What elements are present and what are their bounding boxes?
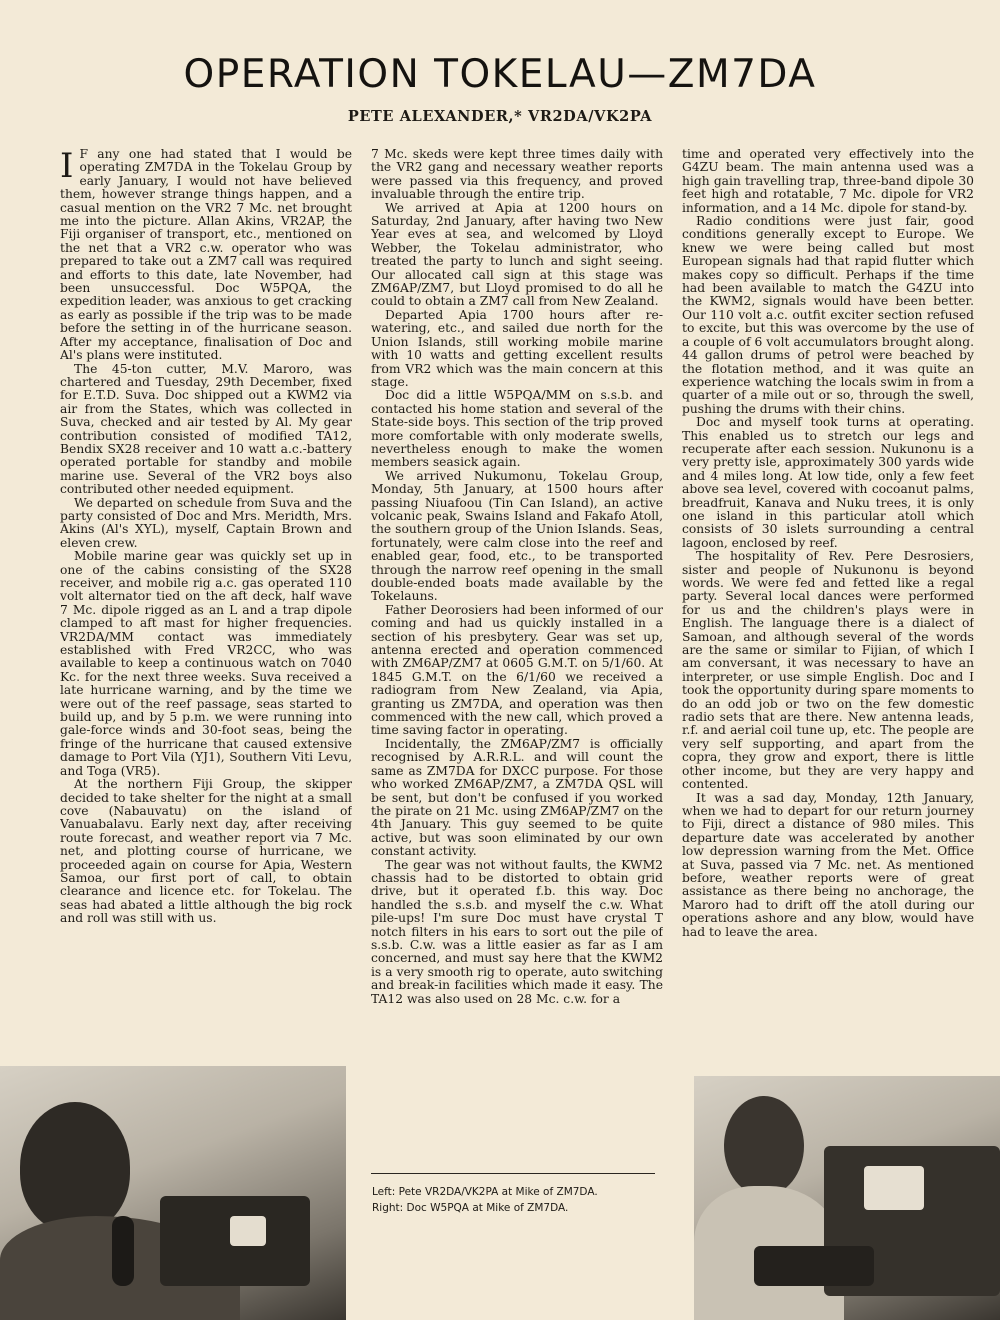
paragraph: The gear was not without faults, the KWM2 chassis had to be distorted to obtain grid drive, but it operated f.b. this way. Doc handled the s.s.b. and myself the c.w. What pile-ups! I'm sure Doc must have crystal T notch filters in his ears to sort out the pile of s.s.b. C.w. was a little easier as far as I am concerned, and must say here that the KWM2 is a very smooth rig to operate, auto switching and break-in facilities which made it easy. The TA12 was also used on 28 Mc. c.w. for a bbox=[371, 857, 663, 1006]
paragraph bbox=[60, 148, 352, 363]
operator-head-shape bbox=[20, 1102, 130, 1232]
meter-dial-shape bbox=[230, 1216, 266, 1246]
operator-head-shape bbox=[724, 1096, 804, 1196]
paragraph: At the northern Fiji Group, the skipper decided to take shelter for the night at a small cove (Nabauvatu) on the island of Vanuabalavu. Early next day, after receiving route forecast, and weather report via 7 Mc. net, and plotting course of hurricane, we proceeded again on course for Apia, Western Samoa, our first port of call, to obtain clearance and licence etc. for Tokelau. The seas had abated a little although the big rock and roll was still with us. bbox=[60, 777, 352, 926]
caption-divider bbox=[371, 1173, 655, 1174]
article-column-1 bbox=[60, 148, 352, 1058]
article-title: OPERATION TOKELAU—ZM7DA bbox=[183, 52, 817, 97]
photo-left-operator bbox=[0, 1066, 346, 1320]
paragraph: Mobile marine gear was quickly set up in one of the cabins consisting of the SX28 receiver, and mobile rig a.c. gas operated 110 volt alternator tied on the aft deck, half wave 7 Mc. dipole rigged as an L and a trap dipole clamped to aft mast for higher frequencies. VR2DA/MM contact was immediately established with Fred VR2CC, who was available to keep a continuous watch on 7040 Kc. for the next three weeks. Suva received a late hurricane warning, and by the time we were out of the reef passage, seas started to build up, and by 5 p.m. we were running into gale-force winds and 30-foot seas, being the fringe of the hurricane that caused extensive damage to Port Vila (YJ1), Southern Viti Levu, and Toga (VR5). bbox=[60, 549, 352, 778]
paragraph: 7 Mc. skeds were kept three times daily with the VR2 gang and necessary weather reports were passed via this frequency, and proved invaluable through the entire trip. bbox=[371, 148, 663, 202]
paragraph: We departed on schedule from Suva and the party consisted of Doc and Mrs. Meridth, Mrs. Akins (Al's XYL), myself, Captain Brown and eleven crew. bbox=[60, 495, 352, 550]
article-column-3 bbox=[682, 148, 974, 1058]
paragraph: time and operated very effectively into the G4ZU beam. The main antenna used was a high gain travelling trap, three-band dipole 30 feet high and rotatable, 7 Mc. dipole for VR2 information, and a 14 Mc. dipole for stand-by. bbox=[682, 148, 974, 215]
caption-right: Right: Doc W5PQA at Mike of ZM7DA. bbox=[372, 1202, 569, 1214]
drop-cap: I bbox=[60, 148, 74, 186]
paragraph: Doc and myself took turns at operating. This enabled us to stretch our legs and recuperate after each session. Nukunonu is a very pretty isle, approximately 300 yards wide and 4 miles long. At low tide, only a few feet above sea level, covered with cocoanut palms, breadfruit, Kanava and Nuku trees, it is only one island in this particular atoll which consists of 30 islets surrounding a central lagoon, enclosed by reef. bbox=[682, 415, 974, 550]
microphone-shape bbox=[112, 1216, 134, 1286]
article-column-2 bbox=[371, 148, 663, 1160]
caption-left: Left: Pete VR2DA/VK2PA at Mike of ZM7DA. bbox=[372, 1186, 598, 1198]
paragraph: We arrived at Apia at 1200 hours on Saturday, 2nd January, after having two New Year eves at sea, and welcomed by Lloyd Webber, the Tokelau administrator, who treated the party to lunch and sight seeing. Our allocated call sign at this stage was ZM6AP/ZM7, but Lloyd promised to do all he could to obtain a ZM7 call from New Zealand. bbox=[371, 200, 663, 309]
morse-key-shape bbox=[754, 1246, 874, 1286]
paragraph: Incidentally, the ZM6AP/ZM7 is officially recognised by A.R.R.L. and will count the same as ZM7DA for DXCC purpose. For those who worked ZM6AP/ZM7, a ZM7DA QSL will be sent, but don't be confused if you worked the pirate on 21 Mc. using ZM6AP/ZM7 on the 4th January. This guy seemed to be quite active, but was soon eliminated by our own constant activity. bbox=[371, 736, 663, 859]
photo-caption bbox=[372, 1184, 672, 1216]
paragraph: Departed Apia 1700 hours after re-watering, etc., and sailed due north for the Union Islands, still working mobile marine with 10 watts and getting excellent results from VR2 which was the main concern at this stage. bbox=[371, 307, 663, 389]
photo-right-operator bbox=[694, 1076, 1000, 1320]
meter-dial-shape bbox=[864, 1166, 924, 1210]
paragraph: Father Deorosiers had been informed of our coming and had us quickly installed in a section of his presbytery. Gear was set up, antenna erected and operation commenced with ZM6AP/ZM7 at 0605 G.M.T. on 5/1/60. At 1845 G.M.T. on the 6/1/60 we received a radiogram from New Zealand, via Apia, granting us ZM7DA, and operation was then commenced with the new call, which proved a time saving factor in operating. bbox=[371, 602, 663, 738]
paragraph: We arrived Nukumonu, Tokelau Group, Monday, 5th January, at 1500 hours after passing Niuafoou (Tin Can Island), an active volcanic peak, Swains Island and Fakafo Atoll, the southern group of the Union Islands. Seas, fortunately, were calm close into the reef and enabled gear, food, etc., to be transported through the narrow reef opening in the small double-ended boats made available by the Tokelauns. bbox=[371, 468, 663, 604]
article-byline: PETE ALEXANDER,* VR2DA/VK2PA bbox=[347, 108, 653, 125]
paragraph: Doc did a little W5PQA/MM on s.s.b. and contacted his home station and several of the State-side boys. This section of the trip proved more comfortable with only moderate swells, nevertheless enough to make the women members seasick again. bbox=[371, 388, 663, 470]
paragraph: It was a sad day, Monday, 12th January, when we had to depart for our return journey to Fiji, direct a distance of 980 miles. This departure date was accelerated by another low depression warning from the Met. Office at Suva, passed via 7 Mc. net. As mentioned before, weather reports were of great assistance as there being no anchorage, the Maroro had to drift off the atoll during our operations ashore and any blow, would have had to leave the area. bbox=[682, 790, 974, 939]
paragraph-text: F any one had stated that I would be operating ZM7DA in the Tokelau Group by early January, I would not have believed them, however strange things happen, and a casual mention on the VR2 7 Mc. net brought me into the picture. Allan Akins, VR2AP, the Fiji organiser of transport, etc., mentioned on the net that a VR2 c.w. operator who was prepared to take out a ZM7 call was required and efforts to this date, late November, had been unsuccessful. Doc W5PQA, the expedition leader, was anxious to get cracking as early as possible if the trip was to be made before the setting in of the hurricane season. After my acceptance, finalisation of Doc and Al's plans were instituted. bbox=[60, 148, 352, 363]
paragraph: The hospitality of Rev. Pere Desrosiers, sister and people of Nukunonu is beyond words. We were fed and fetted like a regal party. Several local dances were performed for us and the children's plays were in English. The language there is a dialect of Samoan, and although several of the words are the same or similar to Fijian, of which I am conversant, it was necessary to have an interpreter, or use simple English. Doc and I took the opportunity during spare moments to do an odd job or two on the few domestic radio sets that are there. New antenna leads, r.f. and aerial coil tune up, etc. The people are very self supporting, and apart from the copra, they grow and export, there is little other income, but they are very happy and contented. bbox=[682, 549, 974, 792]
paragraph: Radio conditions were just fair, good conditions generally except to Europe. We knew we were being called but most European signals had that rapid flutter which makes copy so difficult. Perhaps if the time had been available to match the G4ZU into the KWM2, signals would have been better. Our 110 volt a.c. outfit exciter section refused to excite, but this was overcome by the use of a couple of 6 volt accumulators brought along. 44 gallon drums of petrol were beached by the flotation method, and it was quite an experience watching the locals swim in from a quarter of a mile out or so, through the swell, pushing the drums with their chins. bbox=[682, 214, 974, 416]
paragraph: The 45-ton cutter, M.V. Maroro, was chartered and Tuesday, 29th December, fixed for E.T.D. Suva. Doc shipped out a KWM2 via air from the States, which was collected in Suva, checked and air tested by Al. My gear contribution consisted of modified TA12, Bendix SX28 receiver and 10 watt a.c.-battery operated portable for standby and mobile marine use. Several of the VR2 boys also contributed other needed equipment. bbox=[60, 361, 352, 497]
